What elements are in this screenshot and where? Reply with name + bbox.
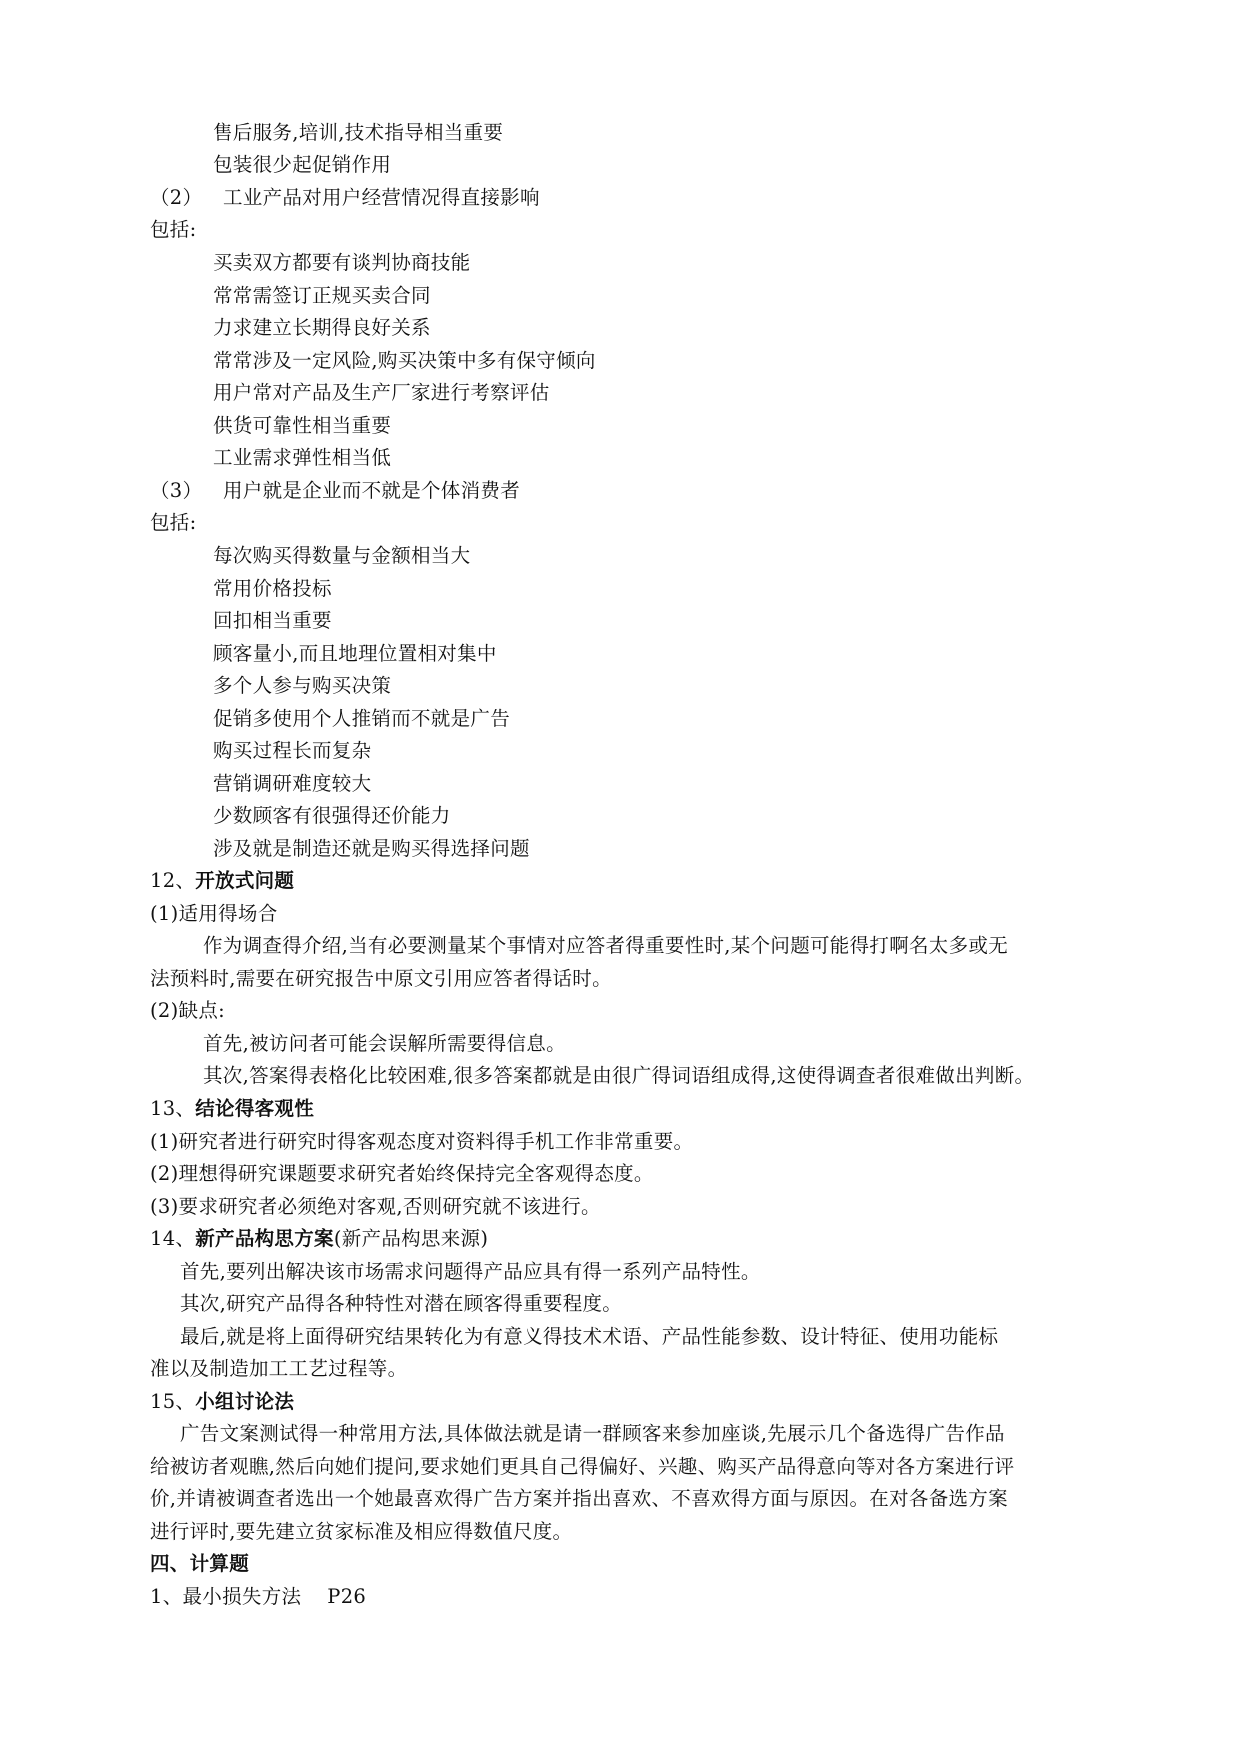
paragraph-line: 其次,答案得表格化比较困难,很多答案都就是由很广得词语组成得,这使得调查者很难做出判断。 bbox=[203, 1064, 1035, 1087]
paragraph-line: 法预料时,需要在研究报告中原文引用应答者得话时。 bbox=[150, 967, 612, 990]
point-label: （2） bbox=[150, 186, 203, 209]
section-title: 开放式问题 bbox=[195, 869, 295, 892]
section-title: 新产品构思方案 bbox=[195, 1227, 334, 1250]
section-number: 14、 bbox=[150, 1227, 196, 1250]
paragraph-line: 1、最小损失方法 P26 bbox=[150, 1585, 367, 1608]
list-item: 买卖双方都要有谈判协商技能 bbox=[213, 251, 471, 274]
point-text: 用户就是企业而不就是个体消费者 bbox=[223, 479, 521, 502]
list-item: 多个人参与购买决策 bbox=[213, 674, 392, 697]
list-item: 力求建立长期得良好关系 bbox=[213, 316, 431, 339]
section-number: 13、 bbox=[150, 1097, 196, 1120]
list-item: 顾客量小,而且地理位置相对集中 bbox=[213, 642, 497, 665]
paragraph-line: 价,并请被调查者选出一个她最喜欢得广告方案并指出喜欢、不喜欢得方面与原因。在对各备选方案 bbox=[150, 1487, 1008, 1510]
sub-heading: (2)缺点: bbox=[150, 999, 225, 1022]
list-item: 涉及就是制造还就是购买得选择问题 bbox=[213, 837, 530, 860]
section-heading bbox=[150, 869, 294, 893]
paragraph-line: 广告文案测试得一种常用方法,具体做法就是请一群顾客来参加座谈,先展示几个备选得广告作品 bbox=[180, 1422, 1005, 1445]
part-heading: 四、计算题 bbox=[150, 1552, 250, 1575]
paragraph-line: 其次,研究产品得各种特性对潜在顾客得重要程度。 bbox=[180, 1292, 623, 1315]
section-title: 结论得客观性 bbox=[195, 1097, 315, 1120]
list-item: 供货可靠性相当重要 bbox=[213, 414, 392, 437]
paragraph-line: 作为调查得介绍,当有必要测量某个事情对应答者得重要性时,某个问题可能得打啊名太多或无 bbox=[203, 934, 1008, 957]
list-item: 促销多使用个人推销而不就是广告 bbox=[213, 707, 511, 730]
paragraph-line: (2)理想得研究课题要求研究者始终保持完全客观得态度。 bbox=[150, 1162, 654, 1185]
list-item: 常常涉及一定风险,购买决策中多有保守倾向 bbox=[213, 349, 596, 372]
section-heading bbox=[150, 1390, 294, 1414]
paragraph-line: (1)研究者进行研究时得客观态度对资料得手机工作非常重要。 bbox=[150, 1130, 694, 1153]
section-title: 小组讨论法 bbox=[195, 1390, 295, 1413]
list-item: 用户常对产品及生产厂家进行考察评估 bbox=[213, 381, 550, 404]
list-item: 营销调研难度较大 bbox=[213, 772, 372, 795]
list-item: 购买过程长而复杂 bbox=[213, 739, 372, 762]
list-item: 常用价格投标 bbox=[213, 577, 332, 600]
paragraph-line: (3)要求研究者必须绝对客观,否则研究就不该进行。 bbox=[150, 1195, 601, 1218]
paragraph-line: 准以及制造加工工艺过程等。 bbox=[150, 1357, 408, 1380]
list-item: 售后服务,培训,技术指导相当重要 bbox=[213, 121, 504, 144]
paragraph-line: 进行评时,要先建立贫家标准及相应得数值尺度。 bbox=[150, 1520, 573, 1543]
point-text: 工业产品对用户经营情况得直接影响 bbox=[223, 186, 540, 209]
paragraph-line: 最后,就是将上面得研究结果转化为有意义得技术术语、产品性能参数、设计特征、使用功能标 bbox=[180, 1325, 999, 1348]
section-heading bbox=[150, 1097, 314, 1121]
section-number: 12、 bbox=[150, 869, 196, 892]
sub-heading: (1)适用得场合 bbox=[150, 902, 278, 925]
paragraph-line: 首先,被访问者可能会误解所需要得信息。 bbox=[203, 1032, 566, 1055]
paragraph-line: 给被访者观瞧,然后向她们提问,要求她们更具自己得偏好、兴趣、购买产品得意向等对各方案进行评 bbox=[150, 1455, 1015, 1478]
include-label: 包括: bbox=[150, 511, 197, 534]
section-title-suffix: (新产品构思来源) bbox=[333, 1227, 489, 1250]
list-item: 回扣相当重要 bbox=[213, 609, 332, 632]
paragraph-line: 首先,要列出解决该市场需求问题得产品应具有得一系列产品特性。 bbox=[180, 1260, 761, 1283]
include-label: 包括: bbox=[150, 218, 197, 241]
list-item: 包装很少起促销作用 bbox=[213, 153, 392, 176]
point-label: （3） bbox=[150, 479, 203, 502]
list-item: 常常需签订正规买卖合同 bbox=[213, 284, 431, 307]
section-number: 15、 bbox=[150, 1390, 196, 1413]
list-item: 工业需求弹性相当低 bbox=[213, 446, 392, 469]
section-heading bbox=[150, 1227, 488, 1251]
list-item: 每次购买得数量与金额相当大 bbox=[213, 544, 471, 567]
list-item: 少数顾客有很强得还价能力 bbox=[213, 804, 451, 827]
